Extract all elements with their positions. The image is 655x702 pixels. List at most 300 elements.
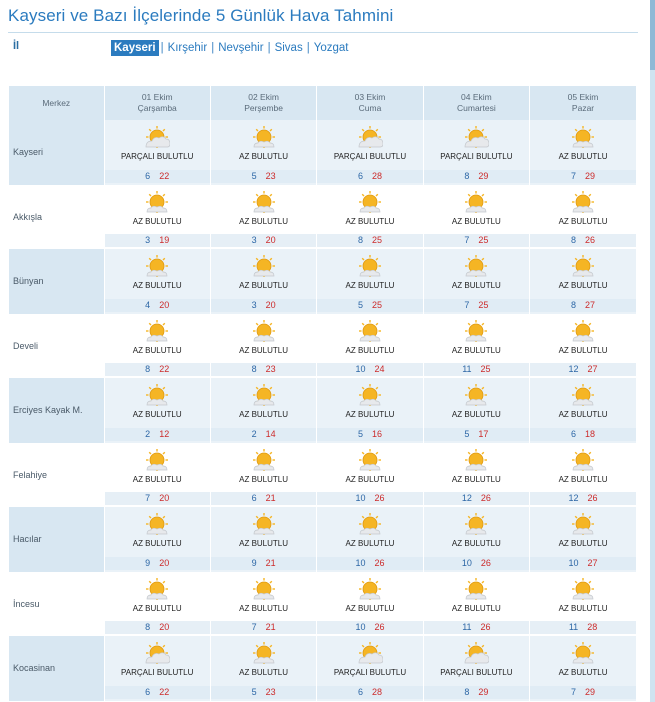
forecast-cell-content [317,314,422,379]
max-temperature: 27 [587,364,598,374]
mostly-sunny-icon [144,513,170,535]
table-row [9,185,636,250]
forecast-cell-content [530,443,636,508]
temperature-bar [105,428,210,441]
mostly-sunny-icon [463,320,489,342]
forecast-cell [210,378,316,443]
max-temperature: 27 [585,299,596,310]
temperature-bar [424,363,529,376]
forecast-cell [530,636,636,701]
max-temperature: 16 [371,428,382,439]
forecast-cell-content [211,185,316,250]
table-row [9,443,636,508]
forecast-cell-content [211,378,316,443]
mostly-sunny-icon [251,320,277,342]
header-date: 01 Ekim [141,92,173,102]
temperature-bar [424,492,529,505]
district-name: Hacılar [9,507,104,572]
header-weekday: Pazar [571,103,595,113]
forecast-cell [104,572,210,637]
weather-description: AZ BULUTLU [345,216,395,226]
mostly-sunny-icon [251,578,277,600]
forecast-cell [104,120,210,185]
weather-description: AZ BULUTLU [558,668,608,677]
min-temperature: 5 [357,428,363,439]
header-day-3 [423,86,529,120]
weather-description: AZ BULUTLU [558,410,608,419]
max-temperature: 22 [159,364,170,374]
city-link-1[interactable]: Kırşehir [167,42,208,54]
min-temperature: 4 [145,299,151,310]
max-temperature: 19 [159,235,170,245]
forecast-cell-content [317,378,422,443]
mostly-sunny-icon [570,384,596,406]
forecast-cell-content [424,572,529,637]
min-temperature: 8 [251,364,257,374]
temperature-bar [424,686,529,699]
weather-description: AZ BULUTLU [132,345,182,355]
forecast-cell-content [530,572,636,637]
forecast-cell-content [530,314,636,379]
il-label: İl [13,40,20,52]
mostly-sunny-icon [357,255,383,277]
temperature-bar [424,234,529,247]
forecast-cell [423,636,529,701]
min-temperature: 10 [355,557,366,568]
header-day-0 [104,86,210,120]
table-header-row [9,86,636,120]
weather-description: AZ BULUTLU [239,668,289,677]
mostly-sunny-icon [144,449,170,471]
temperature-bar [530,363,636,376]
forecast-cell [317,185,423,250]
temperature-bar [317,363,422,376]
min-temperature: 7 [571,170,577,181]
mostly-sunny-icon [357,191,383,213]
weather-description: PARÇALI BULUTLU [440,152,513,161]
forecast-cell [530,572,636,637]
weather-description: AZ BULUTLU [239,603,289,613]
forecast-cell [530,185,636,250]
weather-description: AZ BULUTLU [558,152,608,161]
weather-description: AZ BULUTLU [239,281,289,290]
weather-description: AZ BULUTLU [345,603,395,613]
temperature-bar [211,686,316,699]
forecast-cell-content [211,443,316,508]
max-temperature: 25 [480,364,491,374]
min-temperature: 11 [568,622,579,632]
max-temperature: 26 [480,557,491,568]
table-row [9,636,636,701]
max-temperature: 23 [265,170,276,181]
max-temperature: 25 [478,235,489,245]
max-temperature: 21 [265,622,276,632]
min-temperature: 7 [571,686,577,697]
weather-description: AZ BULUTLU [239,345,289,355]
temperature-bar [105,363,210,376]
min-temperature: 5 [251,170,257,181]
forecast-cell [210,443,316,508]
district-name: Develi [9,314,104,379]
mostly-sunny-icon [570,126,596,148]
forecast-cell [317,314,423,379]
temperature-bar [317,686,422,699]
mostly-sunny-icon [357,384,383,406]
min-temperature: 2 [145,428,151,439]
min-temperature: 3 [251,235,257,245]
forecast-cell [210,636,316,701]
forecast-cell-content [424,378,529,443]
forecast-cell-content [105,636,210,701]
mostly-sunny-icon [251,126,277,148]
city-separator: | [306,42,310,54]
weather-description: AZ BULUTLU [239,216,289,226]
city-link-4[interactable]: Yozgat [313,42,349,54]
page-title: Kayseri ve Bazı İlçelerinde 5 Günlük Hava Tahmini [8,6,394,25]
city-link-2[interactable]: Nevşehir [218,42,264,54]
weather-description: AZ BULUTLU [132,603,182,613]
weather-description: AZ BULUTLU [132,216,182,226]
weather-description: AZ BULUTLU [345,345,395,355]
header-weekday: Çarşamba [137,103,177,113]
forecast-cell-content [424,636,529,701]
min-temperature: 6 [251,493,257,503]
forecast-cell-content [105,249,210,314]
temperature-bar [211,299,316,312]
mostly-sunny-icon [357,513,383,535]
header-weekday: Cumartesi [457,103,496,113]
forecast-cell-content [105,185,210,250]
min-temperature: 5 [357,299,363,310]
district-name: İncesu [9,572,104,637]
forecast-cell [317,636,423,701]
weather-description: AZ BULUTLU [132,281,182,290]
city-separator: | [160,42,164,54]
mostly-sunny-icon [570,191,596,213]
mostly-sunny-icon [144,191,170,213]
min-temperature: 8 [357,235,363,245]
mostly-sunny-icon [251,513,277,535]
forecast-cell [530,507,636,572]
district-name: Erciyes Kayak M. [9,378,104,443]
district-name: Kayseri [9,120,104,185]
forecast-cell [317,443,423,508]
temperature-bar [424,299,529,312]
page-scrollbar[interactable] [650,0,655,702]
forecast-cell-content [530,378,636,443]
mostly-sunny-icon [144,320,170,342]
weather-description: AZ BULUTLU [239,152,289,161]
table-row [9,507,636,572]
min-temperature: 10 [355,364,366,374]
header-day-4 [530,86,636,120]
max-temperature: 29 [585,686,596,697]
max-temperature: 22 [159,686,170,697]
max-temperature: 17 [478,428,489,439]
forecast-cell-content [105,572,210,637]
min-temperature: 9 [145,557,151,568]
min-temperature: 9 [251,557,257,568]
weather-description: AZ BULUTLU [558,216,608,226]
city-selector [111,40,350,56]
min-temperature: 2 [251,428,257,439]
forecast-table [9,86,636,701]
max-temperature: 20 [265,299,276,310]
min-temperature: 6 [571,428,577,439]
mostly-sunny-icon [463,384,489,406]
weather-description: AZ BULUTLU [451,603,501,613]
max-temperature: 26 [374,493,385,503]
forecast-cell [423,249,529,314]
weather-description: AZ BULUTLU [558,539,608,548]
header-weekday: Cuma [358,103,382,113]
forecast-cell-content [105,507,210,572]
forecast-cell [210,572,316,637]
max-temperature: 28 [587,622,598,632]
max-temperature: 29 [478,686,489,697]
forecast-cell-content [105,378,210,443]
min-temperature: 7 [464,235,470,245]
partly-cloudy-icon [144,126,170,148]
temperature-bar [211,557,316,570]
mostly-sunny-icon [463,191,489,213]
forecast-cell [423,120,529,185]
temperature-bar [211,492,316,505]
forecast-cell-content [424,249,529,314]
mostly-sunny-icon [570,320,596,342]
max-temperature: 29 [585,170,596,181]
weather-description: PARÇALI BULUTLU [440,668,513,677]
mostly-sunny-icon [463,255,489,277]
table-row [9,572,636,637]
forecast-cell-content [530,507,636,572]
forecast-cell [210,249,316,314]
forecast-cell [423,507,529,572]
temperature-bar [530,170,636,183]
forecast-cell [530,249,636,314]
max-temperature: 28 [371,170,382,181]
forecast-cell [530,443,636,508]
temperature-bar [211,170,316,183]
max-temperature: 26 [374,557,385,568]
table-row [9,378,636,443]
temperature-bar [424,170,529,183]
forecast-cell [104,249,210,314]
table-row [9,249,636,314]
forecast-cell-content [424,314,529,379]
temperature-bar [105,621,210,634]
header-merkez: Merkez [9,86,104,120]
mostly-sunny-icon [463,578,489,600]
temperature-bar [530,234,636,247]
forecast-cell [210,120,316,185]
min-temperature: 12 [568,493,579,503]
partly-cloudy-icon [144,642,170,664]
mostly-sunny-icon [251,255,277,277]
partly-cloudy-icon [463,126,489,148]
temperature-bar [105,170,210,183]
district-name: Akkışla [9,185,104,250]
forecast-cell-content [424,507,529,572]
weather-description: PARÇALI BULUTLU [121,152,194,161]
temperature-bar [530,492,636,505]
partly-cloudy-icon [357,642,383,664]
forecast-cell-content [424,185,529,250]
max-temperature: 18 [585,428,596,439]
weather-description: AZ BULUTLU [345,539,395,548]
mostly-sunny-icon [570,642,596,664]
temperature-bar [317,428,422,441]
forecast-cell-content [317,572,422,637]
forecast-cell [423,185,529,250]
scrollbar-thumb[interactable] [650,0,655,70]
forecast-cell-content [530,120,636,185]
temperature-bar [424,557,529,570]
min-temperature: 7 [251,622,257,632]
max-temperature: 26 [480,493,491,503]
weather-description: PARÇALI BULUTLU [333,668,407,677]
mostly-sunny-icon [570,513,596,535]
forecast-cell-content [530,185,636,250]
temperature-bar [105,557,210,570]
weather-description: AZ BULUTLU [451,281,501,290]
forecast-cell [423,572,529,637]
min-temperature: 5 [464,428,470,439]
forecast-cell [530,314,636,379]
forecast-cell-content [317,443,422,508]
partly-cloudy-icon [357,126,383,148]
min-temperature: 12 [568,364,579,374]
forecast-cell-content [211,636,316,701]
weather-description: AZ BULUTLU [239,474,289,484]
forecast-cell [317,249,423,314]
weather-description: AZ BULUTLU [132,474,182,484]
mostly-sunny-icon [357,320,383,342]
min-temperature: 7 [464,299,470,310]
weather-description: AZ BULUTLU [451,410,501,419]
header-date: 05 Ekim [567,92,599,102]
mostly-sunny-icon [570,578,596,600]
weather-description: AZ BULUTLU [558,603,608,613]
temperature-bar [530,428,636,441]
weather-description: AZ BULUTLU [132,410,182,419]
city-link-3[interactable]: Sivas [274,42,303,54]
weather-description: AZ BULUTLU [558,474,608,484]
min-temperature: 8 [145,622,151,632]
forecast-cell [104,314,210,379]
min-temperature: 7 [145,493,151,503]
forecast-cell-content [317,249,422,314]
weather-description: AZ BULUTLU [345,474,395,484]
forecast-cell-content [211,314,316,379]
min-temperature: 6 [357,686,363,697]
mostly-sunny-icon [144,255,170,277]
weather-description: AZ BULUTLU [451,474,501,484]
min-temperature: 6 [145,170,151,181]
temperature-bar [211,363,316,376]
weather-description: AZ BULUTLU [451,539,501,548]
header-date: 02 Ekim [248,92,279,102]
max-temperature: 25 [371,235,382,245]
district-name: Bünyan [9,249,104,314]
mostly-sunny-icon [570,255,596,277]
temperature-bar [530,686,636,699]
mostly-sunny-icon [144,578,170,600]
max-temperature: 26 [585,235,596,245]
weather-description: AZ BULUTLU [132,539,182,548]
min-temperature: 10 [355,622,366,632]
min-temperature: 8 [571,299,577,310]
forecast-cell [530,378,636,443]
forecast-cell [423,314,529,379]
forecast-cell-content [105,443,210,508]
temperature-bar [105,686,210,699]
weather-description: AZ BULUTLU [558,281,608,290]
temperature-bar [211,428,316,441]
max-temperature: 26 [587,493,598,503]
min-temperature: 11 [462,622,472,632]
forecast-cell-content [211,572,316,637]
max-temperature: 23 [265,686,276,697]
min-temperature: 3 [145,235,151,245]
min-temperature: 8 [145,364,151,374]
max-temperature: 26 [374,622,385,632]
temperature-bar [211,234,316,247]
temperature-bar [317,234,422,247]
weather-description: AZ BULUTLU [345,281,395,290]
max-temperature: 20 [159,493,170,503]
weather-description: AZ BULUTLU [451,345,501,355]
temperature-bar [530,621,636,634]
min-temperature: 8 [464,170,470,181]
max-temperature: 28 [371,686,382,697]
forecast-cell-content [530,249,636,314]
weather-description: AZ BULUTLU [345,410,395,419]
table-row [9,120,636,185]
title-divider [8,32,638,33]
forecast-cell [317,507,423,572]
max-temperature: 26 [480,622,491,632]
forecast-cell-content [211,249,316,314]
weather-description: AZ BULUTLU [239,410,289,419]
table-row [9,314,636,379]
min-temperature: 10 [568,557,579,568]
city-link-0[interactable]: Kayseri [111,40,159,56]
partly-cloudy-icon [463,642,489,664]
mostly-sunny-icon [463,449,489,471]
temperature-bar [317,299,422,312]
temperature-bar [424,428,529,441]
header-date: 03 Ekim [354,92,386,102]
min-temperature: 6 [145,686,151,697]
header-day-2 [317,86,423,120]
forecast-cell [104,507,210,572]
weather-description: PARÇALI BULUTLU [121,668,194,677]
forecast-cell [423,378,529,443]
min-temperature: 10 [461,557,472,568]
temperature-bar [211,621,316,634]
header-date: 04 Ekim [461,92,492,102]
min-temperature: 6 [357,170,363,181]
max-temperature: 27 [587,557,598,568]
mostly-sunny-icon [251,449,277,471]
forecast-cell-content [317,507,422,572]
max-temperature: 20 [265,235,276,245]
temperature-bar [105,234,210,247]
forecast-cell [210,185,316,250]
temperature-bar [105,492,210,505]
max-temperature: 24 [374,364,385,374]
